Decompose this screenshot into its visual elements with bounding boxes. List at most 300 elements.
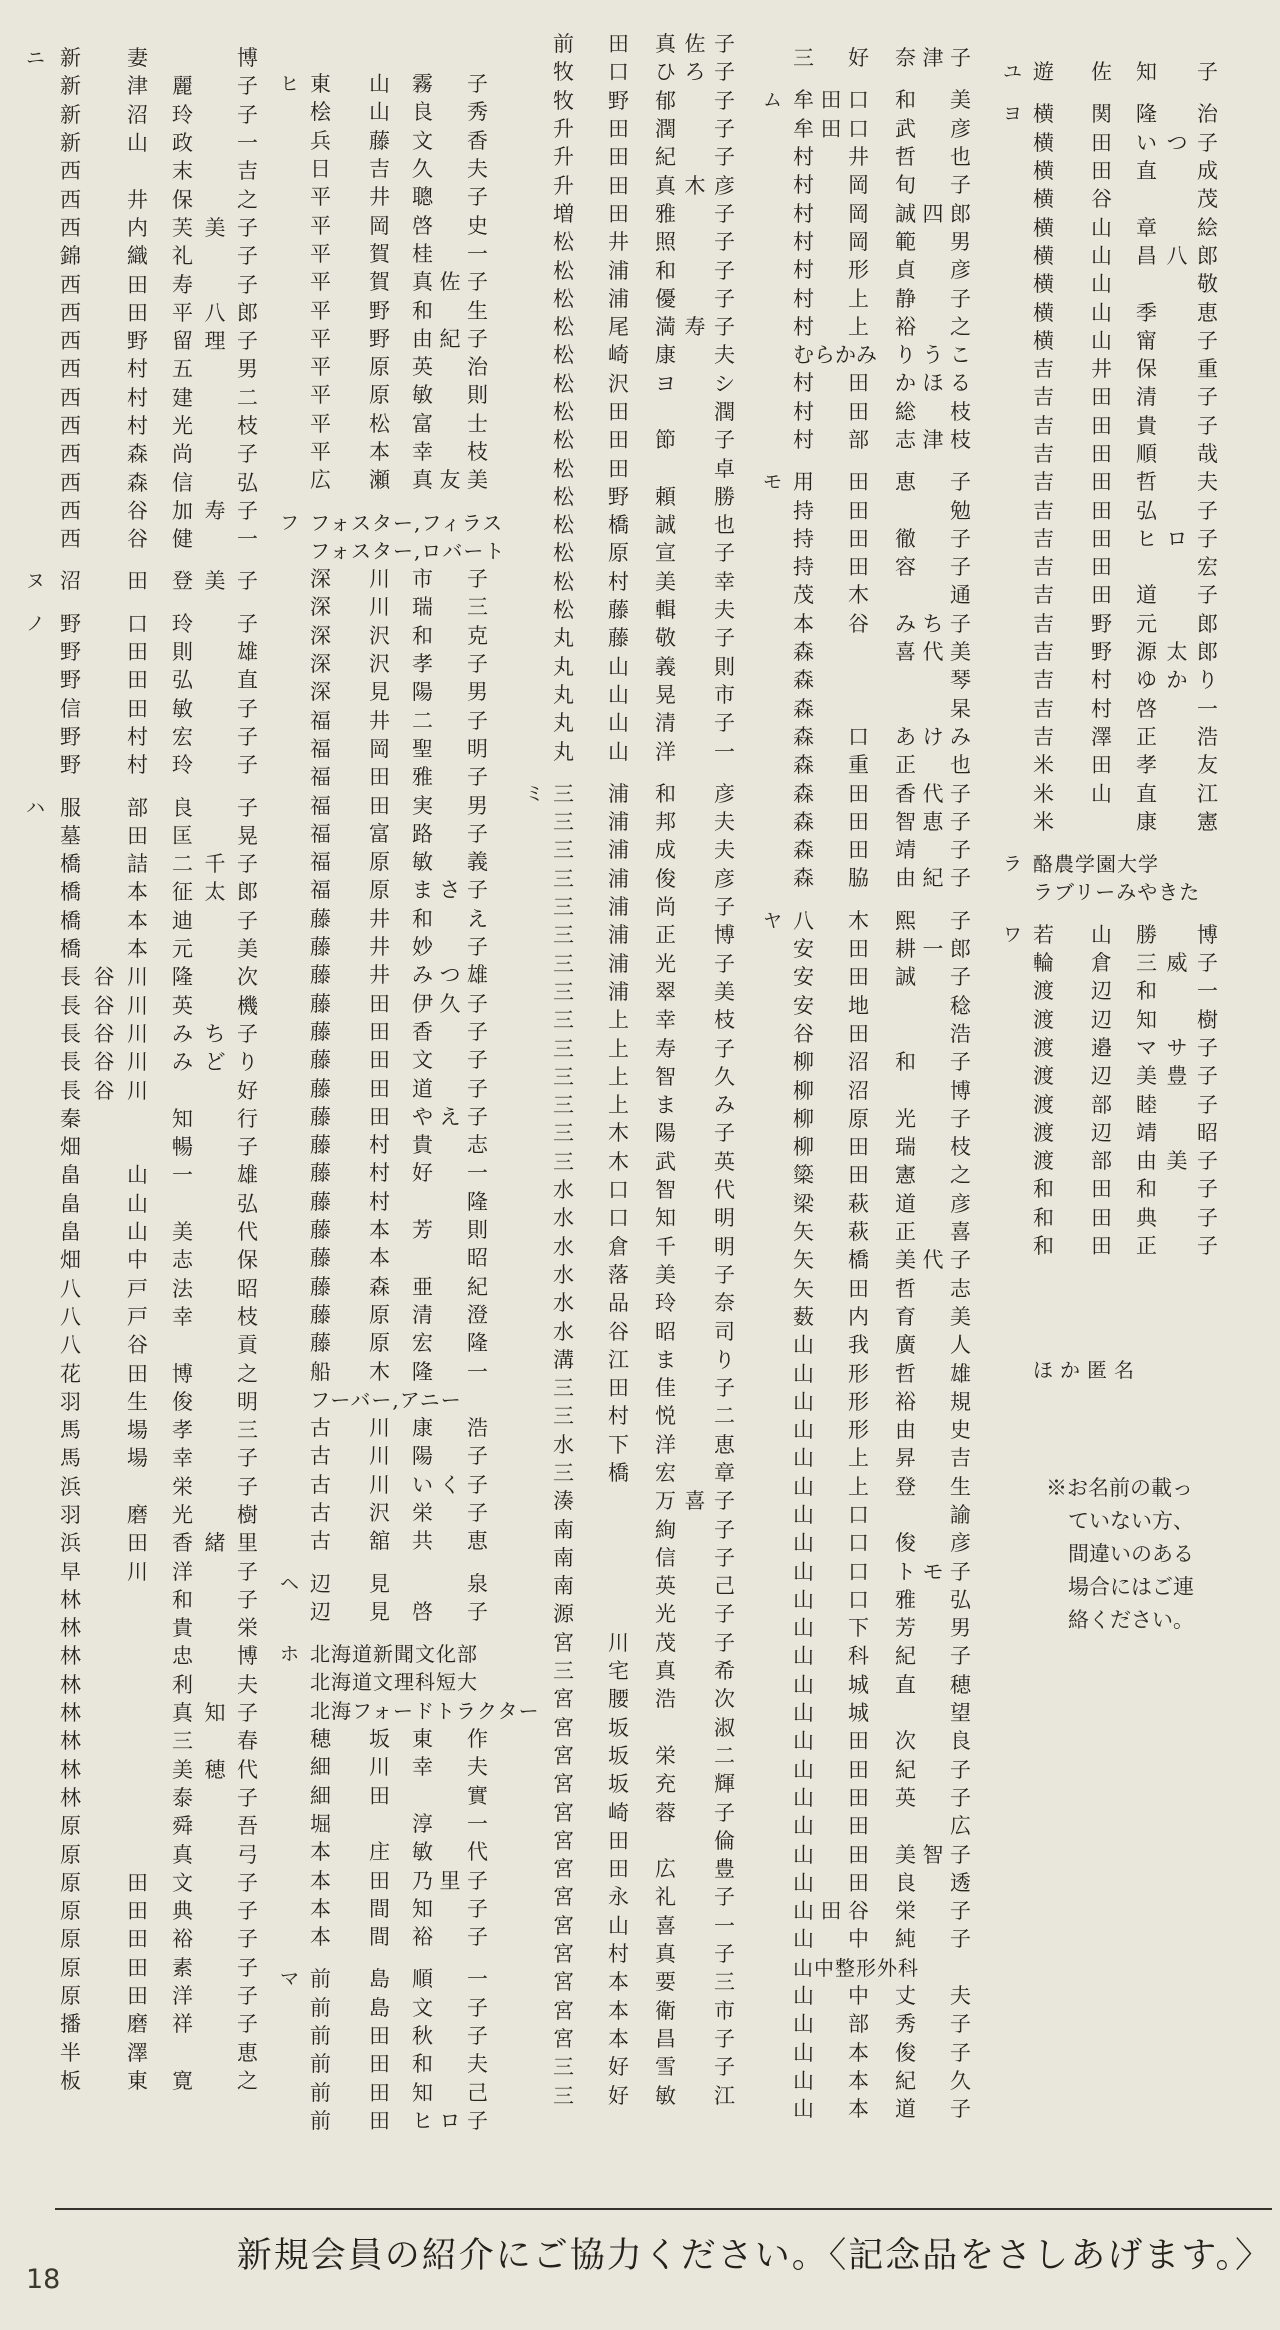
given-name [655,1855,735,1883]
family-name [1033,1006,1112,1034]
given-name-char: 琴 [950,668,971,693]
family-name [310,1753,390,1781]
family-name-char: 浦 [608,866,629,891]
family-name [310,1994,390,2022]
given-name-char: 己 [714,1574,735,1599]
given-name [895,1020,971,1048]
given-name-char: 静 [895,286,916,311]
family-name-char: 新 [60,74,81,99]
given-name [1136,751,1218,779]
family-name-char: 沢 [608,371,629,396]
family-name-char: 間 [369,1896,390,1921]
family-name [553,1516,629,1544]
family-name-char: 平 [310,298,331,323]
given-name [172,1558,258,1586]
org-row [1003,850,1218,878]
family-name [793,808,869,836]
family-name-char: 森 [793,809,814,834]
given-name-char: 誠 [895,201,916,226]
family-name [60,1275,148,1303]
family-name [553,1289,629,1317]
member-row [1033,157,1218,185]
given-name [655,115,735,143]
member-row [793,115,971,143]
given-name-char: 一 [172,1163,193,1188]
family-name [1033,412,1112,440]
given-name-char: 知 [412,1896,433,1921]
given-name-char: 共 [412,1529,433,1554]
given-name-char: 士 [467,411,488,436]
family-name-char: 田 [1091,470,1112,495]
member-row [553,228,735,256]
given-name-char: シ [714,371,735,396]
given-name-char: 正 [1136,1234,1157,1259]
given-name-char: 忠 [172,1644,193,1669]
given-name-char: 千 [204,852,226,877]
family-name [1033,1119,1112,1147]
family-name-char: 野 [1091,640,1112,665]
given-name-char: 恵 [237,2040,258,2065]
family-name-char: 山 [1091,243,1112,268]
member-row [793,256,971,284]
family-name [553,1742,629,1770]
given-name-char: 子 [467,821,488,846]
given-name-char: 子 [1197,1234,1218,1259]
given-name [895,1897,971,1925]
member-row [553,1176,735,1204]
family-name [793,115,869,143]
family-name-char: 谷 [127,498,148,523]
given-name [412,353,488,381]
given-name-char: 直 [1136,781,1157,806]
given-name [895,1699,971,1727]
family-name-char: 横 [1033,272,1054,297]
member-row [553,1459,735,1487]
given-name-char: 素 [172,1955,193,1980]
member-row [1033,1090,1218,1118]
family-name-char: 西 [60,329,81,354]
family-name [553,1883,629,1911]
given-name [1136,581,1218,609]
given-name-char: 博 [237,46,258,71]
family-name-char: 田 [848,470,869,495]
family-name [60,1161,148,1189]
family-name-char: 森 [369,1274,390,1299]
given-name [412,763,488,791]
family-name-char: 船 [310,1359,331,1384]
family-name-char: 原 [60,1955,81,1980]
member-row [60,468,258,496]
given-name-char: 丈 [895,1984,916,2009]
family-name-char: 見 [369,1599,390,1624]
given-name-char: 久 [714,1064,735,1089]
organization-name: 北海フォードトラクター [310,1698,540,1723]
member-row [553,1685,735,1713]
given-name [412,1216,488,1244]
given-name [895,228,971,256]
family-name-char: 田 [1091,130,1112,155]
family-name-char: 羽 [60,1389,81,1414]
family-name [60,242,148,270]
given-name [412,1273,488,1301]
member-row [553,200,735,228]
given-name-char: 里 [237,1531,258,1556]
member-row [60,878,258,906]
family-name-char: 村 [793,145,814,170]
family-name [310,1570,390,1598]
given-name-char: 雄 [950,1361,971,1386]
given-name-char: 耕 [895,937,916,962]
given-name-char: 子 [950,173,971,198]
given-name-char: 勝 [714,484,735,509]
family-name [793,1105,869,1133]
member-row [525,780,735,808]
given-name-char: 一 [467,241,488,266]
member-row [553,2081,735,2109]
family-name [553,1119,629,1147]
given-name-char: 行 [237,1106,258,1131]
family-name [60,1586,148,1614]
given-name [895,1444,971,1472]
family-name [553,865,629,893]
member-row [310,1866,488,1894]
section-gap [310,1951,488,1965]
member-row [793,1557,971,1585]
given-name-char: 和 [655,781,676,806]
family-name-char: 田 [820,88,842,113]
given-name-char: 秀 [895,2012,916,2037]
family-name [553,426,629,454]
family-name [793,1161,869,1189]
given-name-char: 昌 [1136,243,1157,268]
family-name-char: 前 [310,2108,331,2133]
family-name-char: 安 [793,993,814,1018]
family-name [553,1346,629,1374]
given-name-char: 子 [237,2012,258,2037]
member-row [553,893,735,921]
given-name [655,709,735,737]
family-name-char: 舘 [369,1529,390,1554]
member-row [310,1994,488,2022]
given-name [412,240,488,268]
member-row [553,1148,735,1176]
family-name [553,1855,629,1883]
family-name [793,1614,869,1642]
family-name [793,1416,869,1444]
given-name [895,426,971,454]
given-name-char: 佐 [684,32,706,57]
given-name-char: 和 [412,623,433,648]
given-name-char: 則 [172,640,193,665]
given-name [172,1699,258,1727]
member-row [793,1133,971,1161]
given-name [895,1190,971,1218]
org-row [280,1640,488,1668]
family-name [553,1968,629,1996]
given-name [412,1103,488,1131]
family-name-char: 吉 [1033,526,1054,551]
given-name-char: 希 [714,1659,735,1684]
given-name [172,1784,258,1812]
member-row [793,1473,971,1501]
section-gap [793,454,971,468]
member-row [310,1499,488,1527]
given-name-char: 彦 [714,173,735,198]
family-name-char: 木 [848,583,869,608]
family-name [793,228,869,256]
family-name-char: 村 [793,428,814,452]
family-name-char: 富 [369,821,390,846]
given-name [172,1473,258,1501]
family-name [793,1727,869,1755]
given-name-char: 紀 [895,2068,916,2093]
member-row [553,1006,735,1034]
given-name [655,2053,735,2081]
family-name [553,1827,629,1855]
family-name-char: 山 [793,1757,814,1782]
member-row [310,905,488,933]
family-name-char: 西 [60,300,81,325]
given-name [895,44,971,72]
member-row [793,1331,971,1359]
given-name [895,1812,971,1840]
family-name [1033,185,1112,213]
given-name-char: 芳 [895,1616,916,1641]
family-name-char: 浦 [608,286,629,311]
member-row [1033,638,1218,666]
member-row [60,1218,258,1246]
given-name-char: 子 [237,1870,258,1895]
given-name [895,581,971,609]
family-name [793,1133,869,1161]
family-name-char: 場 [127,1418,148,1443]
member-row [60,157,258,185]
given-name-char: か [895,371,916,396]
given-name [655,1402,735,1430]
given-name-char: 子 [1197,385,1218,410]
family-name [60,1671,148,1699]
given-name-char: 子 [237,498,258,523]
family-name-char: 前 [310,2024,331,2049]
member-row [60,412,258,440]
given-name-char: け [922,724,944,749]
given-name-char: 礼 [655,1885,676,1910]
family-name [793,1671,869,1699]
family-name [793,256,869,284]
given-name [895,2010,971,2038]
family-name-char: 谷 [93,1078,115,1103]
family-name [310,1188,390,1216]
given-name [412,1782,488,1810]
family-name-char: 藤 [310,1019,331,1044]
member-row [60,1246,258,1274]
given-name-char: 夫 [950,1984,971,2009]
family-name-char: 松 [553,258,574,283]
member-row [553,1940,735,1968]
given-name [655,228,735,256]
family-name [793,171,869,199]
member-row [60,1784,258,1812]
family-name [793,723,869,751]
given-name-char: 一 [1197,696,1218,721]
family-name [60,666,148,694]
member-row [793,1897,971,1925]
family-name [60,1218,148,1246]
member-row [60,638,258,666]
given-name-char: 和 [1136,979,1157,1004]
given-name-char: 久 [439,991,461,1016]
section-marker-マ: マ [280,1968,300,1991]
family-name [310,1867,390,1895]
member-row [1033,496,1218,524]
given-name-char: 紀 [439,326,461,351]
family-name-char: 穂 [310,1727,331,1752]
given-name-char: 子 [1197,498,1218,523]
given-name [172,2010,258,2038]
member-row [1033,949,1218,977]
family-name-char: 馬 [60,1418,81,1443]
family-name-char: 村 [793,258,814,283]
given-name-char: 子 [237,272,258,297]
family-name [310,1725,390,1753]
given-name-char: 佐 [439,270,461,295]
given-name-char: 靖 [1136,1120,1157,1145]
given-name [1136,1091,1218,1119]
given-name [895,86,971,114]
family-name [553,398,629,426]
family-name-char: 田 [1091,159,1112,184]
given-name-char: 幸 [172,1446,193,1471]
given-name-char: 満 [655,315,676,340]
given-name [895,1784,971,1812]
given-name-char: 子 [467,2024,488,2049]
given-name-char: 子 [237,569,258,594]
given-name-char: 己 [467,2080,488,2105]
given-name-char: 子 [1197,130,1218,155]
family-name-char: 宮 [553,1942,574,1967]
member-row [310,735,488,763]
family-name [553,1940,629,1968]
family-name [1033,977,1112,1005]
family-name-char: 福 [310,878,331,903]
given-name-char: 俊 [895,2040,916,2065]
family-name-char: 吉 [1033,640,1054,665]
family-name [1033,808,1112,836]
family-name-char: 畠 [60,1191,81,1216]
family-name [793,1869,869,1897]
member-row [793,1784,971,1812]
family-name-char: 田 [1091,1234,1112,1259]
family-name-char: 野 [608,484,629,509]
given-name-char: 子 [467,567,488,592]
family-name-char: 村 [369,1189,390,1214]
family-name [60,412,148,440]
given-name-char: 末 [172,159,193,184]
member-row [553,285,735,313]
given-name [655,780,735,808]
family-name-char: 野 [608,88,629,113]
given-name [412,1838,488,1866]
family-name [310,1965,390,1993]
given-name-char: 子 [237,1135,258,1160]
given-name-char: 杲 [950,696,971,721]
member-row [310,1442,488,1470]
given-name-char: 子 [467,652,488,677]
family-name [553,681,629,709]
given-name [655,1544,735,1572]
given-name-char: 一 [714,1913,735,1938]
member-row [553,709,735,737]
given-name [412,1965,488,1993]
family-name-char: 田 [1091,753,1112,778]
family-name-char: 山 [1091,300,1112,325]
given-name-char: 泰 [172,1785,193,1810]
member-row [1033,213,1218,241]
family-name-char: 宮 [553,1715,574,1740]
family-name [793,44,869,72]
given-name-char: 枝 [714,1008,735,1033]
given-name-char: 子 [714,1630,735,1655]
given-name-char: 郎 [1197,611,1218,636]
section-gap [793,893,971,907]
given-name-char: 久 [950,2068,971,2093]
family-name-char: 田 [127,300,148,325]
given-name-char: 孝 [412,652,433,677]
member-row [310,1782,488,1810]
family-name-char: 宮 [553,1743,574,1768]
given-name [655,1742,735,1770]
given-name-char: 子 [467,1599,488,1624]
family-name [553,893,629,921]
given-name-char: 津 [922,428,944,452]
family-name [793,1388,869,1416]
given-name-char: 一 [237,131,258,156]
given-name-char: 雅 [412,765,433,790]
family-name-char: 山 [127,1163,148,1188]
family-name-char: 丸 [553,739,574,764]
family-name-char: 田 [369,765,390,790]
family-name-char: 半 [60,2040,81,2065]
given-name [895,1133,971,1161]
member-row [793,2095,971,2123]
member-row [280,70,488,98]
given-name-char: 睦 [1136,1092,1157,1117]
family-name [553,228,629,256]
given-name [655,313,735,341]
given-name [655,1629,735,1657]
family-name [553,1714,629,1742]
member-row [1033,298,1218,326]
section-gap [1033,836,1218,850]
given-name-char: 啓 [412,1599,433,1624]
family-name-char: 本 [310,1925,331,1950]
given-name-char: 東 [412,1727,433,1752]
family-name [553,1997,629,2025]
family-name [553,1770,629,1798]
member-row [793,1190,971,1218]
member-row [553,1063,735,1091]
family-name [310,848,390,876]
footer-rule [55,2208,1272,2210]
given-name-char: 博 [237,1644,258,1669]
given-name-char: 栄 [237,1616,258,1641]
given-name [172,242,258,270]
given-name-char: 子 [237,696,258,721]
family-name-char: 溝 [553,1347,574,1372]
family-name-char: 好 [848,46,869,71]
family-name-char: 村 [127,385,148,410]
given-name-char: 典 [172,1899,193,1924]
